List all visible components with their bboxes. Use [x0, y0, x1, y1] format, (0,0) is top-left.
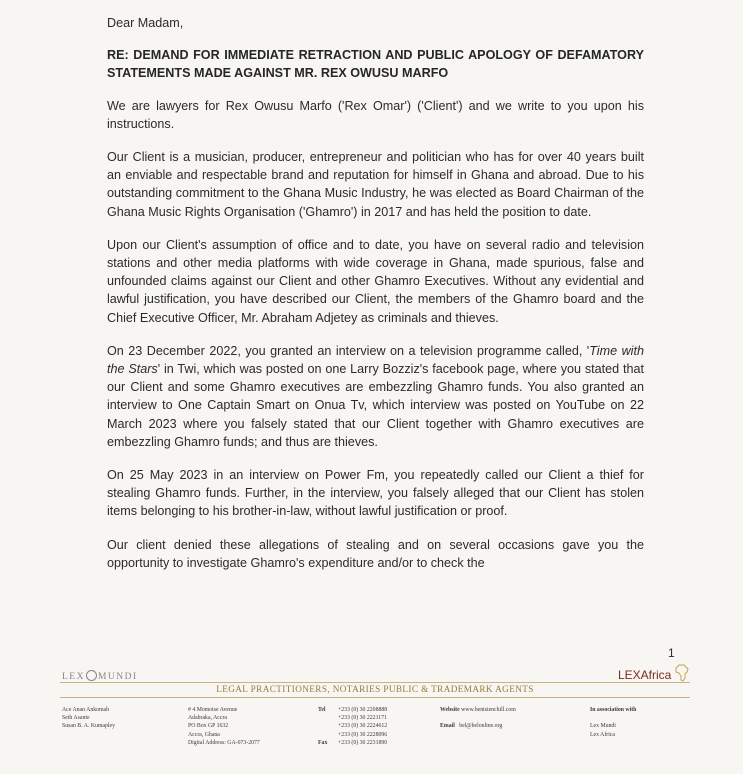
website-label: Website	[440, 707, 460, 713]
partner-name: Seth Asante	[62, 715, 90, 722]
letterhead-rule-top	[60, 682, 690, 683]
address-line: # 4 Momotse Avenue	[188, 707, 238, 713]
tel-label: Tel	[318, 707, 326, 713]
phone-number: +233 (0) 30 2208888	[338, 707, 388, 713]
paragraph-5: On 25 May 2023 in an interview on Power Fm, you repeatedly called our Client a thief for stealing Ghamro funds. Further, in the interview, you falsely alleged that our Client has stolen items belonging to his brother-in-law, without lawful justification or proof.	[107, 468, 644, 519]
phone-number: +233 (0) 30 2224612	[338, 723, 388, 730]
lex-mundi-logo-right: MUNDI	[97, 672, 138, 682]
subject-heading: RE: DEMAND FOR IMMEDIATE RETRACTION AND PUBLIC APOLOGY OF DEFAMATORY STATEMENTS MADE AGAINST MR. REX OWUSU MARFO	[107, 48, 644, 81]
paragraph-3: Upon our Client's assumption of office and to date, you have on several radio and television stations and other media platforms with wide coverage in Ghana, made spurious, false and unfounded claims against our Client and other Ghamro Executives. Without any evidential and lawful justification, you have described our Client, the members of the Ghamro board and the Chief Executive Officer, Mr. Abraham Adjetey as criminals and thieves.	[107, 237, 644, 325]
page-number: 1	[668, 646, 675, 660]
phone-number: +233 (0) 30 2228096	[338, 731, 388, 738]
partner-name: Susan B. A. Kumapley	[62, 723, 115, 730]
paragraph-1: We are lawyers for Rex Owusu Marfo ('Rex Omar') ('Client') and we write to you upon his instructions.	[107, 98, 644, 131]
globe-icon	[86, 670, 97, 681]
association-name: Lex Mundi	[590, 723, 616, 730]
association-name: Lex Africa	[590, 731, 615, 738]
address-line: Digital Address: GA-073-2077	[188, 739, 260, 746]
salutation: Dear Madam,	[107, 16, 184, 30]
letterhead-title: LEGAL PRACTITIONERS, NOTARIES PUBLIC & TRADEMARK AGENTS	[216, 684, 534, 694]
lex-mundi-logo	[62, 670, 138, 682]
website-value: www.bentsienchill.com	[461, 707, 516, 713]
fax-number: +233 (0) 30 2231890	[338, 739, 388, 746]
address-line: Accra, Ghana	[188, 731, 220, 738]
address-line: Adabraka, Accra	[188, 715, 227, 722]
paragraph-2: Our Client is a musician, producer, entrepreneur and politician who has for over 40 years built an enviable and respectable brand and reputation for himself in Ghana and abroad. Due to his outstanding commitment to the Ghana Music Industry, he was elected as Board Chairman of the Ghana Music Rights Organisation ('Ghamro') in 2017 and has held the position to date.	[107, 150, 644, 219]
africa-map-icon	[675, 664, 689, 682]
email-value: bel@belonline.org	[459, 723, 503, 730]
letter-body	[107, 14, 644, 587]
address-column	[188, 706, 260, 747]
programme-title: Time with the Stars	[107, 343, 644, 377]
paragraph-6: Our client denied these allegations of stealing and on several occasions gave you the opportunity to investigate Ghamro's expenditure and/or to check the	[107, 537, 644, 570]
fax-label: Fax	[318, 739, 328, 746]
email-label: Email	[440, 723, 455, 730]
letterhead-rule-bottom	[60, 697, 690, 698]
paragraph-4-part-1: On 23 December 2022, you granted an interview on a television programme called, '	[107, 343, 590, 358]
association-column	[590, 706, 636, 739]
association-title: In association with	[590, 707, 637, 713]
paragraph-4	[107, 342, 644, 451]
phone-number: +233 (0) 30 2221171	[338, 715, 387, 722]
phone-column	[318, 706, 387, 747]
address-line: PO Box GP 1632	[188, 723, 229, 730]
partners-column	[62, 706, 115, 731]
paragraph-4-part-2: ' in Twi, which was posted on one Larry Bozziz's facebook page, where you stated that our Client and some Ghamro executives are embezzling Ghamro funds. You also granted an interview to One Captain Smart on Onua Tv, which interview was posted on YouTube on 22 March 2023 where you falsely stated that our Client together with Ghamro executives are embezzling Ghamro funds; and thus are thieves.	[107, 362, 644, 449]
web-column	[440, 706, 516, 731]
lex-africa-logo	[618, 664, 689, 682]
partner-name: Ace Anan Ankomah	[62, 707, 110, 713]
lex-mundi-logo-left: LEX	[62, 672, 85, 682]
lex-africa-logo-text: LEXAfrica	[618, 668, 672, 682]
